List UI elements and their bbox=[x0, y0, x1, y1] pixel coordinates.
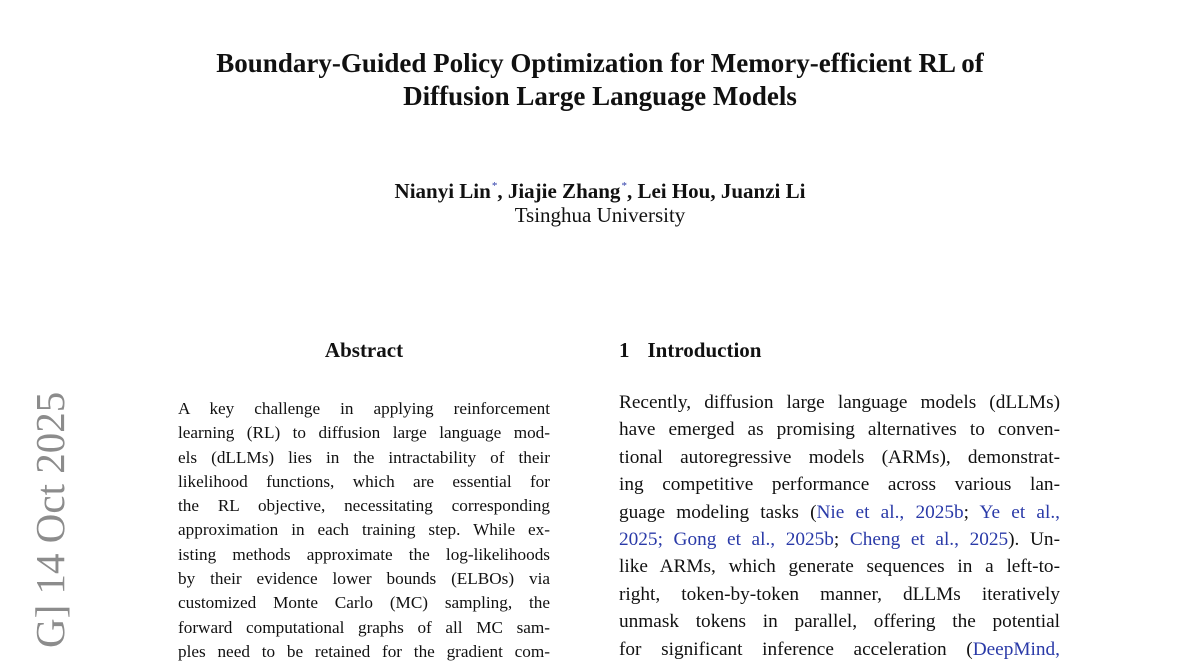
abstract-line: customized Monte Carlo (MC) sampling, the bbox=[178, 593, 550, 613]
title-line-1: Boundary-Guided Policy Optimization for Memory-efficient RL of bbox=[216, 48, 984, 78]
citation-link[interactable]: 2025; bbox=[619, 529, 674, 551]
citation-link[interactable]: DeepMind, bbox=[972, 638, 1060, 660]
title-line-2: Diffusion Large Language Models bbox=[403, 81, 797, 111]
citation-link[interactable]: Gong et al., 2025b bbox=[673, 529, 834, 551]
author-name: Nianyi Lin bbox=[394, 179, 491, 203]
equal-contribution-mark[interactable]: * bbox=[491, 180, 498, 192]
citation-link[interactable]: Ye et al., bbox=[979, 501, 1060, 523]
intro-text: ; bbox=[963, 501, 980, 523]
intro-line bbox=[619, 526, 1060, 553]
intro-line: ing competitive performance across various lan- bbox=[619, 474, 1060, 496]
equal-contribution-mark[interactable]: * bbox=[621, 180, 627, 192]
author-separator: , bbox=[497, 179, 508, 203]
intro-line bbox=[619, 636, 1060, 663]
abstract-line: ples need to be retained for the gradient com- bbox=[178, 641, 550, 661]
citation-link[interactable]: Nie et al., 2025b bbox=[816, 501, 964, 523]
section-title: Introduction bbox=[647, 338, 762, 362]
author-list bbox=[0, 172, 1200, 205]
abstract-body bbox=[178, 397, 550, 664]
abstract-line: els (dLLMs) lies in the intractability of their bbox=[178, 447, 550, 467]
abstract-line: A key challenge in applying reinforcement bbox=[178, 399, 550, 418]
citation-link[interactable]: Cheng et al., 2025 bbox=[849, 529, 1009, 551]
intro-line: have emerged as promising alternatives to conven- bbox=[619, 419, 1060, 441]
abstract-heading: Abstract bbox=[324, 338, 404, 362]
abstract-line: by their evidence lower bounds (ELBOs) via bbox=[178, 569, 550, 589]
intro-line: like ARMs, which generate sequences in a left-to- bbox=[619, 556, 1060, 578]
section-heading-introduction bbox=[619, 337, 761, 363]
abstract-line: approximation in each training step. While ex- bbox=[178, 520, 550, 540]
intro-line: tional autoregressive models (ARMs), demonstrat- bbox=[619, 446, 1060, 468]
author-names-rest: , Lei Hou, Juanzi Li bbox=[626, 179, 806, 203]
author-name: Jiajie Zhang bbox=[507, 179, 621, 203]
intro-text: ; bbox=[833, 529, 850, 551]
intro-line bbox=[619, 499, 1060, 526]
intro-line: right, token-by-token manner, dLLMs iteratively bbox=[619, 583, 1060, 605]
intro-text: ). Un- bbox=[1008, 529, 1060, 551]
intro-line: unmask tokens in parallel, offering the potential bbox=[619, 611, 1060, 633]
abstract-line: forward computational graphs of all MC sam- bbox=[178, 617, 550, 637]
abstract-line: the RL objective, necessitating corresponding bbox=[178, 496, 550, 516]
abstract-line: likelihood functions, which are essential for bbox=[178, 471, 550, 491]
arxiv-side-stamp: G] 14 Oct 2025 bbox=[27, 391, 73, 648]
paper-title bbox=[0, 47, 1200, 113]
section-number: 1 bbox=[619, 338, 630, 362]
affiliation: Tsinghua University bbox=[514, 203, 686, 227]
intro-text: guage modeling tasks ( bbox=[619, 501, 817, 523]
intro-text: for significant inference acceleration ( bbox=[619, 638, 973, 660]
intro-line: Recently, diffusion large language models (dLLMs) bbox=[619, 392, 1060, 413]
abstract-line: isting methods approximate the log-likelihoods bbox=[178, 544, 550, 564]
introduction-body bbox=[619, 389, 1060, 663]
abstract-line: learning (RL) to diffusion large language mod- bbox=[178, 423, 550, 443]
